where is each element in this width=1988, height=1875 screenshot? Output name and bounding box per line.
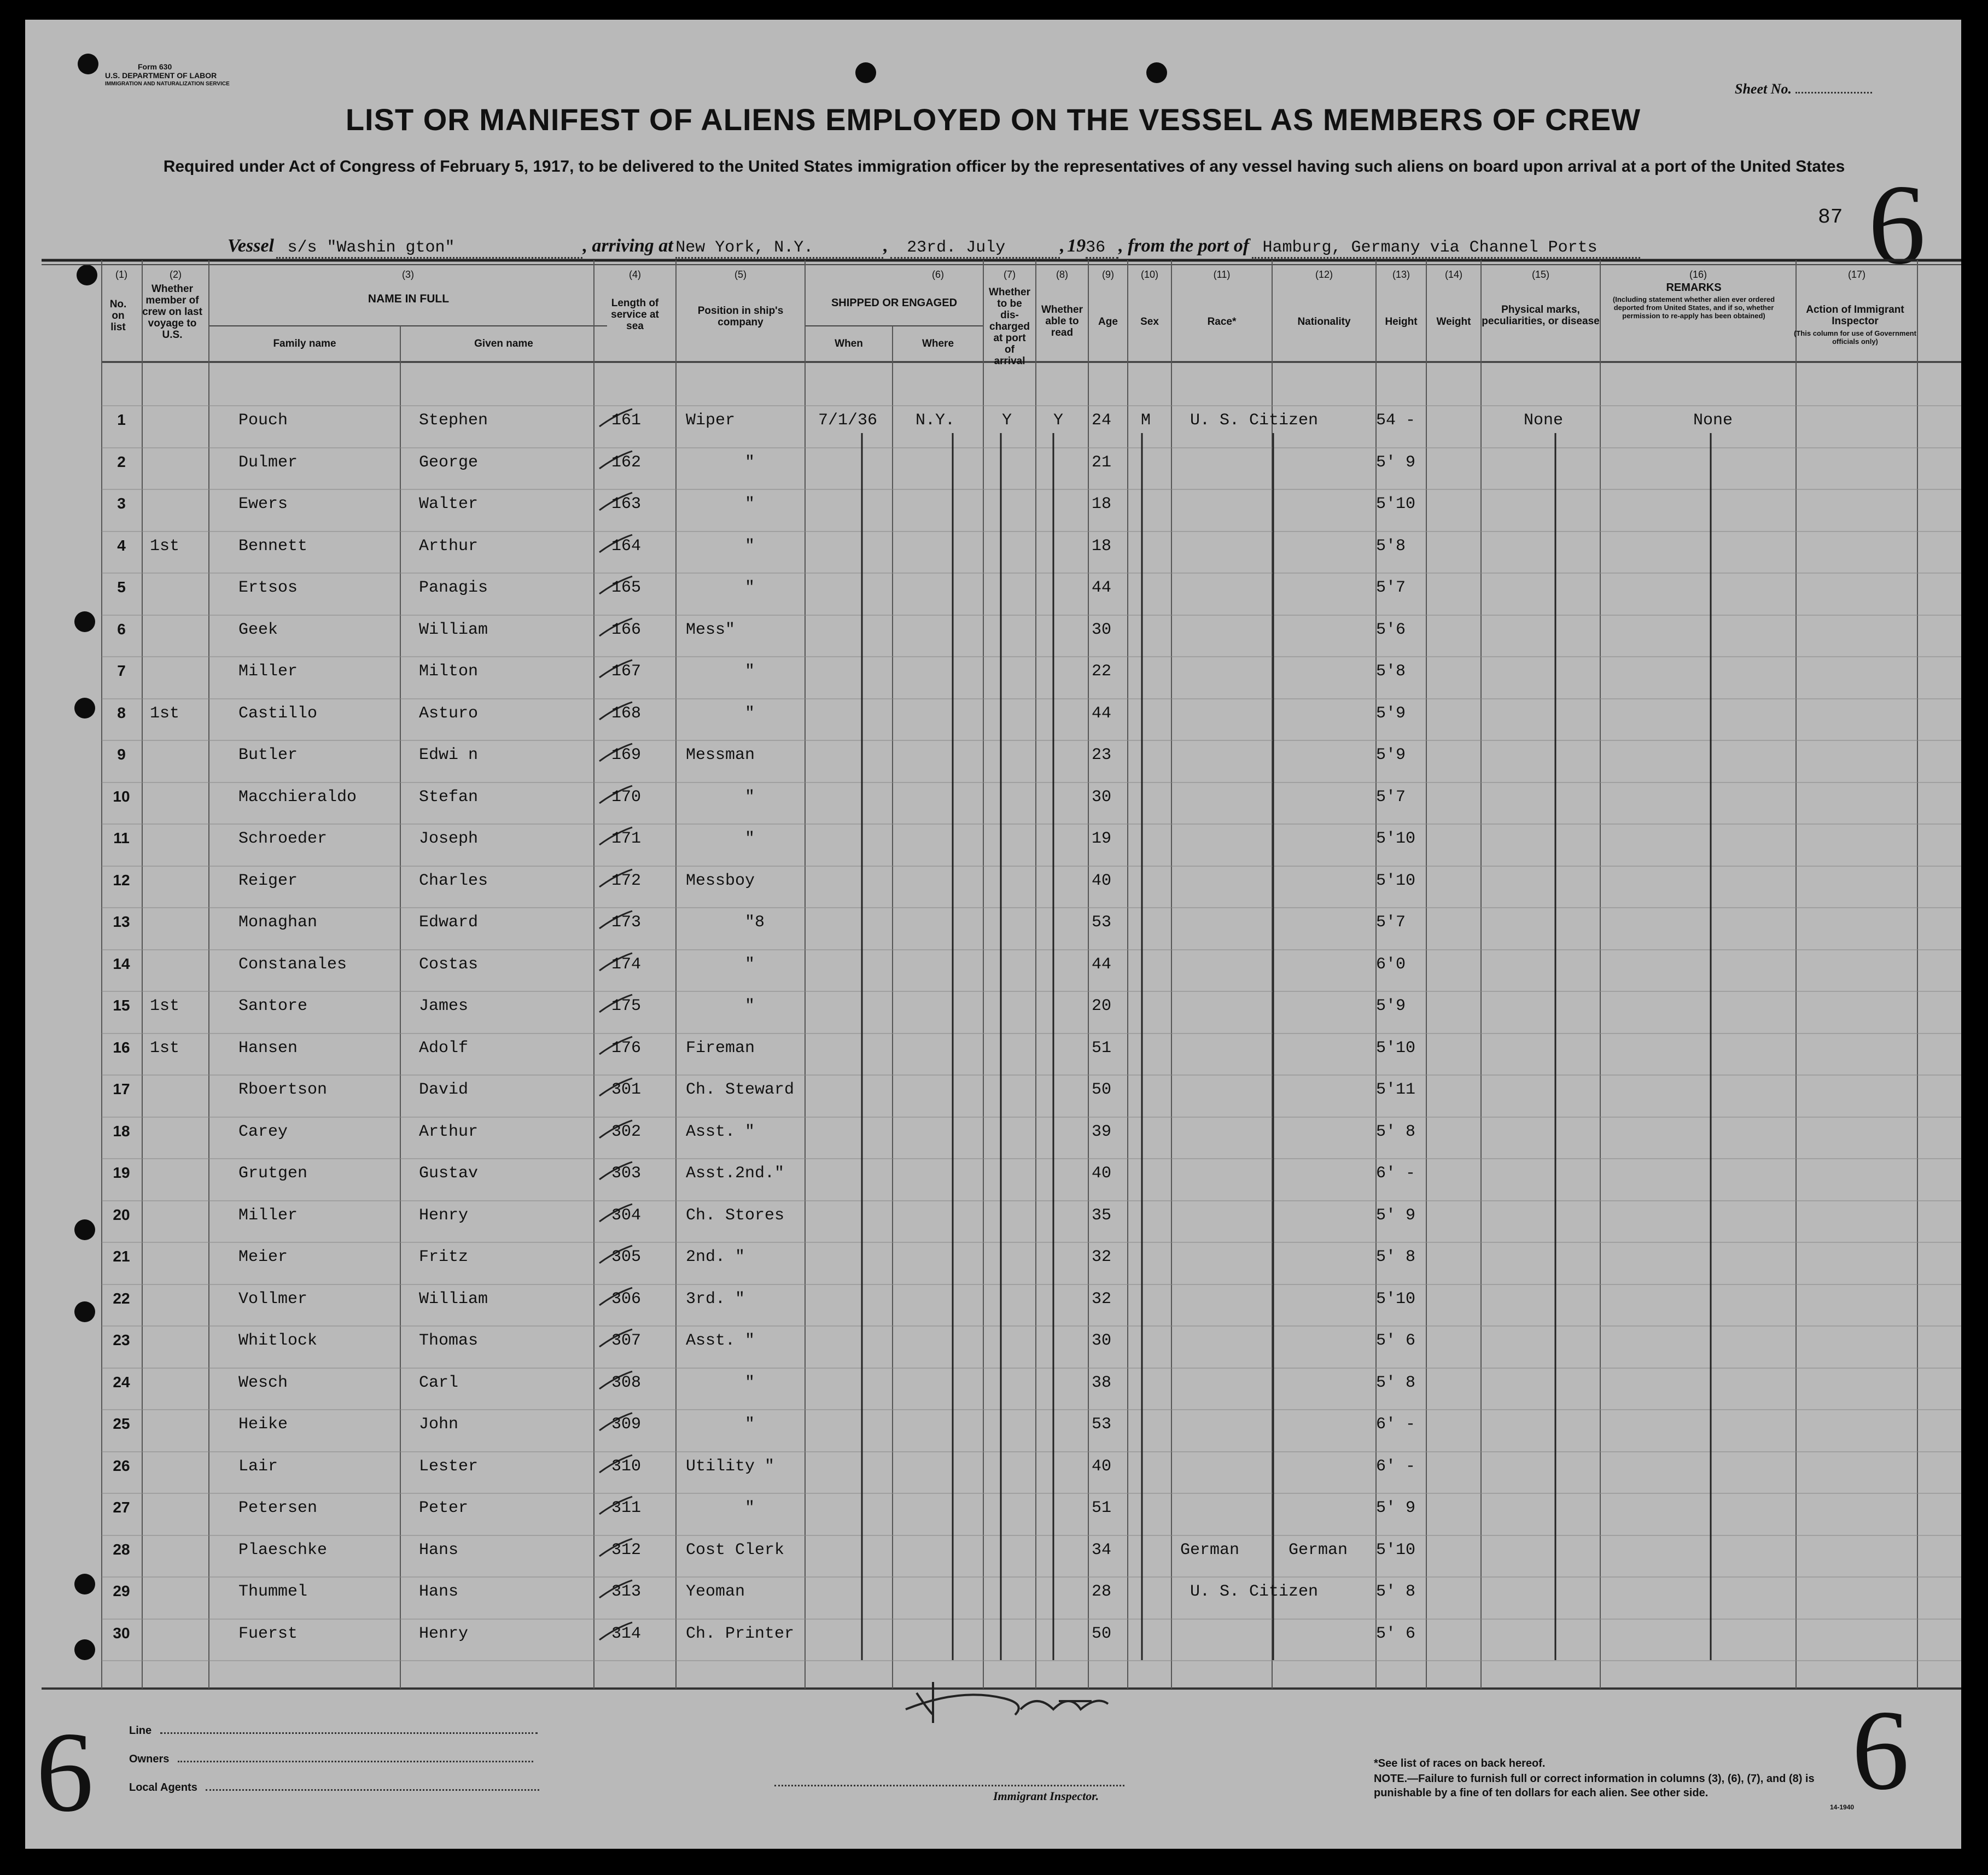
height-cell: 6'0 (1376, 955, 1406, 974)
position-cell: " (745, 495, 755, 513)
column-number: (11) (1213, 269, 1231, 280)
service-length-cell: 310 (611, 1457, 642, 1476)
footer-agents (129, 1781, 539, 1794)
family-name-cell: Miller (238, 1206, 298, 1225)
able-to-read-cell: Y (1053, 411, 1064, 430)
given-name-cell: Thomas (419, 1331, 479, 1350)
service-length-cell: 301 (611, 1080, 642, 1099)
row-number-cell: 18 (113, 1123, 130, 1140)
age-cell: 35 (1092, 1206, 1112, 1225)
race-cell: German (1180, 1541, 1240, 1559)
position-cell: Messboy (686, 872, 755, 890)
row-number-cell: 12 (113, 872, 130, 889)
row-number-cell: 15 (113, 997, 130, 1014)
given-name-cell: Henry (419, 1625, 469, 1643)
header-action: Action of Immigrant Inspector (1806, 304, 1904, 327)
nationality-cell: German (1289, 1541, 1348, 1559)
given-name-cell: Asturo (419, 704, 479, 723)
position-cell: Asst. " (686, 1123, 755, 1141)
row-number-cell: 9 (117, 746, 126, 763)
height-cell: 5'7 (1376, 913, 1406, 932)
height-cell: 54 - (1376, 411, 1416, 430)
position-cell: "8 (745, 913, 765, 932)
age-cell: 34 (1092, 1541, 1112, 1559)
inspector-signature (895, 1671, 1135, 1731)
position-cell: " (745, 1499, 755, 1517)
family-name-cell: Bennett (238, 537, 308, 556)
height-cell: 5'9 (1376, 997, 1406, 1015)
position-cell: Asst. " (686, 1331, 755, 1350)
service-length-cell: 171 (611, 830, 642, 848)
family-name-cell: Lair (238, 1457, 278, 1476)
given-name-cell: Carl (419, 1374, 459, 1392)
given-name-cell: James (419, 997, 469, 1015)
position-cell: " (745, 830, 755, 848)
family-name-cell: Macchieraldo (238, 788, 357, 807)
column-number: (6) (932, 269, 944, 280)
service-label: IMMIGRATION AND NATURALIZATION SERVICE (105, 81, 230, 87)
row-number-cell: 3 (117, 495, 126, 512)
service-length-cell: 308 (611, 1374, 642, 1392)
age-cell: 22 (1092, 662, 1112, 681)
page-subtitle: Required under Act of Congress of February 5, 1917, to be delivered to the United States immigration officer by the representatives of any vessel having such aliens on board upon arrival at a port of the United States (163, 157, 1845, 176)
header-discharged: Whether to be dis-charged at port of arrival (989, 287, 1030, 367)
service-length-cell: 311 (611, 1499, 642, 1517)
service-length-cell: 176 (611, 1039, 642, 1058)
sheet-number-label: Sheet No. (1735, 81, 1792, 97)
height-cell: 5'6 (1376, 621, 1406, 639)
header-physical-marks: Physical marks, peculiarities, or disease (1482, 304, 1600, 327)
height-cell: 5' 6 (1376, 1625, 1416, 1643)
position-cell: Ch. Printer (686, 1625, 795, 1643)
sheet-mark-bottom-right: 6 (1852, 1687, 1909, 1814)
family-name-cell: Ertsos (238, 579, 298, 597)
position-cell: " (745, 955, 755, 974)
row-number-cell: 27 (113, 1499, 130, 1516)
age-cell: 38 (1092, 1374, 1112, 1392)
header-race: Race* (1207, 316, 1237, 328)
inspector-label: Immigrant Inspector. (993, 1789, 1099, 1803)
position-cell: 2nd. " (686, 1248, 745, 1266)
age-cell: 53 (1092, 913, 1112, 932)
position-cell: " (745, 704, 755, 723)
given-name-cell: David (419, 1080, 469, 1099)
row-number-cell: 21 (113, 1248, 130, 1265)
remarks-cell: None (1693, 411, 1733, 430)
service-length-cell: 162 (611, 453, 642, 472)
family-name-cell: Hansen (238, 1039, 298, 1058)
column-number: (8) (1056, 269, 1068, 280)
column-number: (16) (1689, 269, 1707, 280)
owners-label: Owners (129, 1753, 170, 1765)
family-name-cell: Meier (238, 1248, 288, 1266)
position-cell: " (745, 662, 755, 681)
header-shipped-engaged: SHIPPED OR ENGAGED (831, 297, 958, 309)
column-number: (4) (629, 269, 641, 280)
height-cell: 6' - (1376, 1415, 1416, 1434)
sex-cell: M (1141, 411, 1151, 430)
given-name-cell: Edward (419, 913, 479, 932)
position-cell: 3rd. " (686, 1290, 745, 1309)
given-name-cell: Hans (419, 1541, 459, 1559)
given-name-cell: Arthur (419, 1123, 479, 1141)
height-cell: 5'10 (1376, 1290, 1416, 1309)
row-number-cell: 25 (113, 1415, 130, 1432)
family-name-cell: Thummel (238, 1582, 308, 1601)
row-number-cell: 11 (113, 830, 130, 846)
column-number: (10) (1140, 269, 1158, 280)
header-sex: Sex (1140, 316, 1159, 328)
height-cell: 5' 9 (1376, 1499, 1416, 1517)
column-number: (14) (1444, 269, 1462, 280)
height-cell: 5'9 (1376, 746, 1406, 764)
arrival-year: 36 (1086, 238, 1118, 259)
discharged-cell: Y (1002, 411, 1012, 430)
position-cell: " (745, 1415, 755, 1434)
family-name-cell: Monaghan (238, 913, 318, 932)
position-cell: Wiper (686, 411, 736, 430)
service-length-cell: 306 (611, 1290, 642, 1309)
row-number-cell: 14 (113, 955, 130, 972)
vessel-label: Vessel (228, 236, 274, 256)
position-cell: Asst.2nd." (686, 1164, 785, 1183)
position-cell: " (745, 579, 755, 597)
given-name-cell: Panagis (419, 579, 488, 597)
given-name-cell: William (419, 1290, 488, 1309)
height-cell: 5' 8 (1376, 1248, 1416, 1266)
physical-marks-cell: None (1524, 411, 1564, 430)
age-cell: 32 (1092, 1290, 1112, 1309)
row-number-cell: 28 (113, 1541, 130, 1558)
family-name-cell: Reiger (238, 872, 298, 890)
family-name-cell: Rboertson (238, 1080, 328, 1099)
column-number: (3) (402, 269, 414, 280)
age-cell: 51 (1092, 1039, 1112, 1058)
age-cell: 23 (1092, 746, 1112, 764)
penalty-note: NOTE.—Failure to furnish full or correct information in columns (3), (6), (7), and (8) is punishable by a fine of ten dollars for each alien. See other side. (1374, 1773, 1815, 1799)
given-name-cell: Milton (419, 662, 479, 681)
family-name-cell: Petersen (238, 1499, 318, 1517)
row-number-cell: 17 (113, 1080, 130, 1097)
family-name-cell: Castillo (238, 704, 318, 723)
header-remarks-note: (Including statement whether alien ever ordered deported from United States, and if so, whether permission to re-apply has been obtained) (1612, 295, 1775, 320)
given-name-cell: Hans (419, 1582, 459, 1601)
given-name-cell: Stefan (419, 788, 479, 807)
from-port-label: , from the port of (1118, 236, 1250, 256)
race-cell: U. S. Citizen (1190, 1582, 1319, 1601)
given-name-cell: Stephen (419, 411, 488, 430)
position-cell: Yeoman (686, 1582, 745, 1601)
position-cell: Messman (686, 746, 755, 764)
service-length-cell: 174 (611, 955, 642, 974)
vessel-name: s/s "Washin gton" (276, 238, 582, 259)
header-position: Position in ship's company (697, 305, 784, 328)
age-cell: 40 (1092, 1457, 1112, 1476)
height-cell: 5' 8 (1376, 1374, 1416, 1392)
footer-line-label (129, 1725, 538, 1737)
height-cell: 5' 8 (1376, 1123, 1416, 1141)
age-cell: 50 (1092, 1625, 1112, 1643)
page-title: LIST OR MANIFEST OF ALIENS EMPLOYED ON THE VESSEL AS MEMBERS OF CREW (345, 102, 1641, 137)
header-when: When (835, 338, 863, 349)
height-cell: 6' - (1376, 1457, 1416, 1476)
header-name-in-full: NAME IN FULL (368, 293, 450, 305)
family-name-cell: Butler (238, 746, 298, 764)
sheet-mark-bottom-left: 6 (36, 1709, 94, 1836)
age-cell: 44 (1092, 579, 1112, 597)
height-cell: 5' 9 (1376, 453, 1416, 472)
given-name-cell: Charles (419, 872, 488, 890)
age-cell: 50 (1092, 1080, 1112, 1099)
position-cell: " (745, 537, 755, 556)
family-name-cell: Geek (238, 621, 278, 639)
age-cell: 20 (1092, 997, 1112, 1015)
service-length-cell: 166 (611, 621, 642, 639)
height-cell: 5'8 (1376, 537, 1406, 556)
local-agents-label: Local Agents (129, 1781, 197, 1794)
year-prefix: 19 (1067, 236, 1086, 256)
previous-voyage-cell: 1st (150, 1039, 180, 1058)
column-number: (9) (1102, 269, 1114, 280)
header-weight: Weight (1436, 316, 1471, 328)
family-name-cell: Pouch (238, 411, 288, 430)
height-cell: 5' 6 (1376, 1331, 1416, 1350)
previous-voyage-cell: 1st (150, 537, 180, 556)
age-cell: 40 (1092, 872, 1112, 890)
line-label: Line (129, 1725, 152, 1737)
shipped-where-cell: N.Y. (916, 411, 955, 430)
family-name-cell: Plaeschke (238, 1541, 328, 1559)
family-name-cell: Carey (238, 1123, 288, 1141)
header-nationality: Nationality (1297, 316, 1351, 328)
header-action-note: (This column for use of Government officials only) (1794, 329, 1916, 346)
service-length-cell: 169 (611, 746, 642, 764)
sheet-mark-top: 6 (1868, 161, 1926, 288)
age-cell: 18 (1092, 537, 1112, 556)
row-number-cell: 16 (113, 1039, 130, 1056)
age-cell: 32 (1092, 1248, 1112, 1266)
height-cell: 5'7 (1376, 579, 1406, 597)
given-name-cell: Lester (419, 1457, 479, 1476)
arriving-port: New York, N.Y. (675, 238, 883, 259)
age-cell: 28 (1092, 1582, 1112, 1601)
header-height: Height (1385, 316, 1418, 328)
row-number-cell: 23 (113, 1331, 130, 1348)
row-number-cell: 22 (113, 1290, 130, 1307)
service-length-cell: 314 (611, 1625, 642, 1643)
service-length-cell: 163 (611, 495, 642, 513)
service-length-cell: 164 (611, 537, 642, 556)
service-length-cell: 170 (611, 788, 642, 807)
form-number: Form 630 (138, 62, 172, 71)
previous-voyage-cell: 1st (150, 997, 180, 1015)
given-name-cell: Fritz (419, 1248, 469, 1266)
family-name-cell: Vollmer (238, 1290, 308, 1309)
given-name-cell: John (419, 1415, 459, 1434)
height-cell: 5'10 (1376, 872, 1416, 890)
age-cell: 40 (1092, 1164, 1112, 1183)
row-number-cell: 5 (117, 579, 126, 595)
row-number-cell: 29 (113, 1582, 130, 1599)
family-name-cell: Schroeder (238, 830, 328, 848)
service-length-cell: 168 (611, 704, 642, 723)
row-number-cell: 8 (117, 704, 126, 721)
given-name-cell: Joseph (419, 830, 479, 848)
given-name-cell: Walter (419, 495, 479, 513)
column-number: (12) (1315, 269, 1333, 280)
service-length-cell: 161 (611, 411, 642, 430)
given-name-cell: Henry (419, 1206, 469, 1225)
age-cell: 51 (1092, 1499, 1112, 1517)
row-number-cell: 10 (113, 788, 130, 805)
family-name-cell: Wesch (238, 1374, 288, 1392)
age-cell: 30 (1092, 1331, 1112, 1350)
position-cell: " (745, 788, 755, 807)
family-name-cell: Constanales (238, 955, 347, 974)
shipped-when-cell: 7/1/36 (818, 411, 878, 430)
header-length-service: Length of service at sea (611, 297, 659, 332)
position-cell: Fireman (686, 1039, 755, 1058)
service-length-cell: 303 (611, 1164, 642, 1183)
row-number-cell: 20 (113, 1206, 130, 1223)
position-cell: Ch. Steward (686, 1080, 795, 1099)
age-cell: 21 (1092, 453, 1112, 472)
service-length-cell: 309 (611, 1415, 642, 1434)
column-number: (7) (1004, 269, 1016, 280)
row-number-cell: 2 (117, 453, 126, 470)
given-name-cell: Costas (419, 955, 479, 974)
given-name-cell: Adolf (419, 1039, 469, 1058)
header-given-name: Given name (474, 338, 533, 349)
service-length-cell: 172 (611, 872, 642, 890)
given-name-cell: Gustav (419, 1164, 479, 1183)
height-cell: 5'10 (1376, 495, 1416, 513)
column-number: (15) (1531, 269, 1549, 280)
age-cell: 53 (1092, 1415, 1112, 1434)
position-cell: Mess" (686, 621, 736, 639)
given-name-cell: Arthur (419, 537, 479, 556)
column-number: (13) (1392, 269, 1410, 280)
header-remarks: REMARKS (1666, 282, 1722, 294)
family-name-cell: Miller (238, 662, 298, 681)
header-no-on-list: No. on list (109, 299, 127, 333)
arrival-date: 23rd. July (890, 238, 1060, 259)
header-family-name: Family name (273, 338, 336, 349)
department-label: U.S. DEPARTMENT OF LABOR (105, 71, 217, 80)
family-name-cell: Ewers (238, 495, 288, 513)
races-note: *See list of races on back hereof. (1374, 1757, 1546, 1769)
given-name-cell: George (419, 453, 479, 472)
service-length-cell: 173 (611, 913, 642, 932)
height-cell: 5' 9 (1376, 1206, 1416, 1225)
height-cell: 5'10 (1376, 1541, 1416, 1559)
height-cell: 5'11 (1376, 1080, 1416, 1099)
row-number-cell: 13 (113, 913, 130, 930)
footer-owners (129, 1753, 533, 1766)
height-cell: 5' 8 (1376, 1582, 1416, 1601)
row-number-cell: 6 (117, 621, 126, 638)
position-cell: Ch. Stores (686, 1206, 785, 1225)
header-where: Where (922, 338, 954, 349)
given-name-cell: Peter (419, 1499, 469, 1517)
row-number-cell: 1 (117, 411, 126, 428)
race-cell: U. S. Citizen (1190, 411, 1319, 430)
service-length-cell: 165 (611, 579, 642, 597)
age-cell: 30 (1092, 621, 1112, 639)
service-length-cell: 167 (611, 662, 642, 681)
family-name-cell: Grutgen (238, 1164, 308, 1183)
row-number-cell: 30 (113, 1625, 130, 1642)
service-length-cell: 305 (611, 1248, 642, 1266)
age-cell: 18 (1092, 495, 1112, 513)
given-name-cell: William (419, 621, 488, 639)
service-length-cell: 313 (611, 1582, 642, 1601)
row-number-cell: 4 (117, 537, 126, 554)
vessel-line: Vessel s/s "Washin gton" , arriving at New York, N.Y. , 23rd. July , 1936 , from the port of Hamburg, Germany via Channel Ports (228, 236, 1640, 259)
column-number: (2) (170, 269, 182, 280)
height-cell: 5'10 (1376, 830, 1416, 848)
given-name-cell: Edwi n (419, 746, 479, 764)
service-length-cell: 304 (611, 1206, 642, 1225)
position-cell: Utility " (686, 1457, 775, 1476)
column-number: (1) (115, 269, 127, 280)
position-cell: Cost Clerk (686, 1541, 785, 1559)
position-cell: " (745, 997, 755, 1015)
arriving-label: , arriving at (582, 236, 673, 256)
height-cell: 5'9 (1376, 704, 1406, 723)
height-cell: 5'8 (1376, 662, 1406, 681)
age-cell: 19 (1092, 830, 1112, 848)
family-name-cell: Fuerst (238, 1625, 298, 1643)
header-prev-voyage: Whether member of crew on last voyage to U.S. (142, 283, 202, 341)
age-cell: 39 (1092, 1123, 1112, 1141)
position-cell: " (745, 453, 755, 472)
row-number-cell: 24 (113, 1374, 130, 1391)
column-number: (17) (1847, 269, 1865, 280)
row-number-cell: 26 (113, 1457, 130, 1474)
position-cell: " (745, 1374, 755, 1392)
column-number: (5) (734, 269, 747, 280)
service-length-cell: 312 (611, 1541, 642, 1559)
family-name-cell: Dulmer (238, 453, 298, 472)
age-cell: 24 (1092, 411, 1112, 430)
height-cell: 6' - (1376, 1164, 1416, 1183)
header-able-read: Whether able to read (1041, 304, 1083, 338)
family-name-cell: Whitlock (238, 1331, 318, 1350)
row-number-cell: 19 (113, 1164, 130, 1181)
previous-voyage-cell: 1st (150, 704, 180, 723)
service-length-cell: 175 (611, 997, 642, 1015)
family-name-cell: Heike (238, 1415, 288, 1434)
service-length-cell: 302 (611, 1123, 642, 1141)
age-cell: 30 (1092, 788, 1112, 807)
family-name-cell: Santore (238, 997, 308, 1015)
height-cell: 5'7 (1376, 788, 1406, 807)
form-code: 14-1940 (1830, 1803, 1855, 1811)
age-cell: 44 (1092, 704, 1112, 723)
service-length-cell: 307 (611, 1331, 642, 1350)
from-port: Hamburg, Germany via Channel Ports (1252, 238, 1640, 259)
height-cell: 5'10 (1376, 1039, 1416, 1058)
header-age: Age (1098, 316, 1118, 328)
page-number: 87 (1818, 206, 1843, 229)
manifest-sheet (25, 20, 1961, 1849)
age-cell: 44 (1092, 955, 1112, 974)
row-number-cell: 7 (117, 662, 126, 679)
